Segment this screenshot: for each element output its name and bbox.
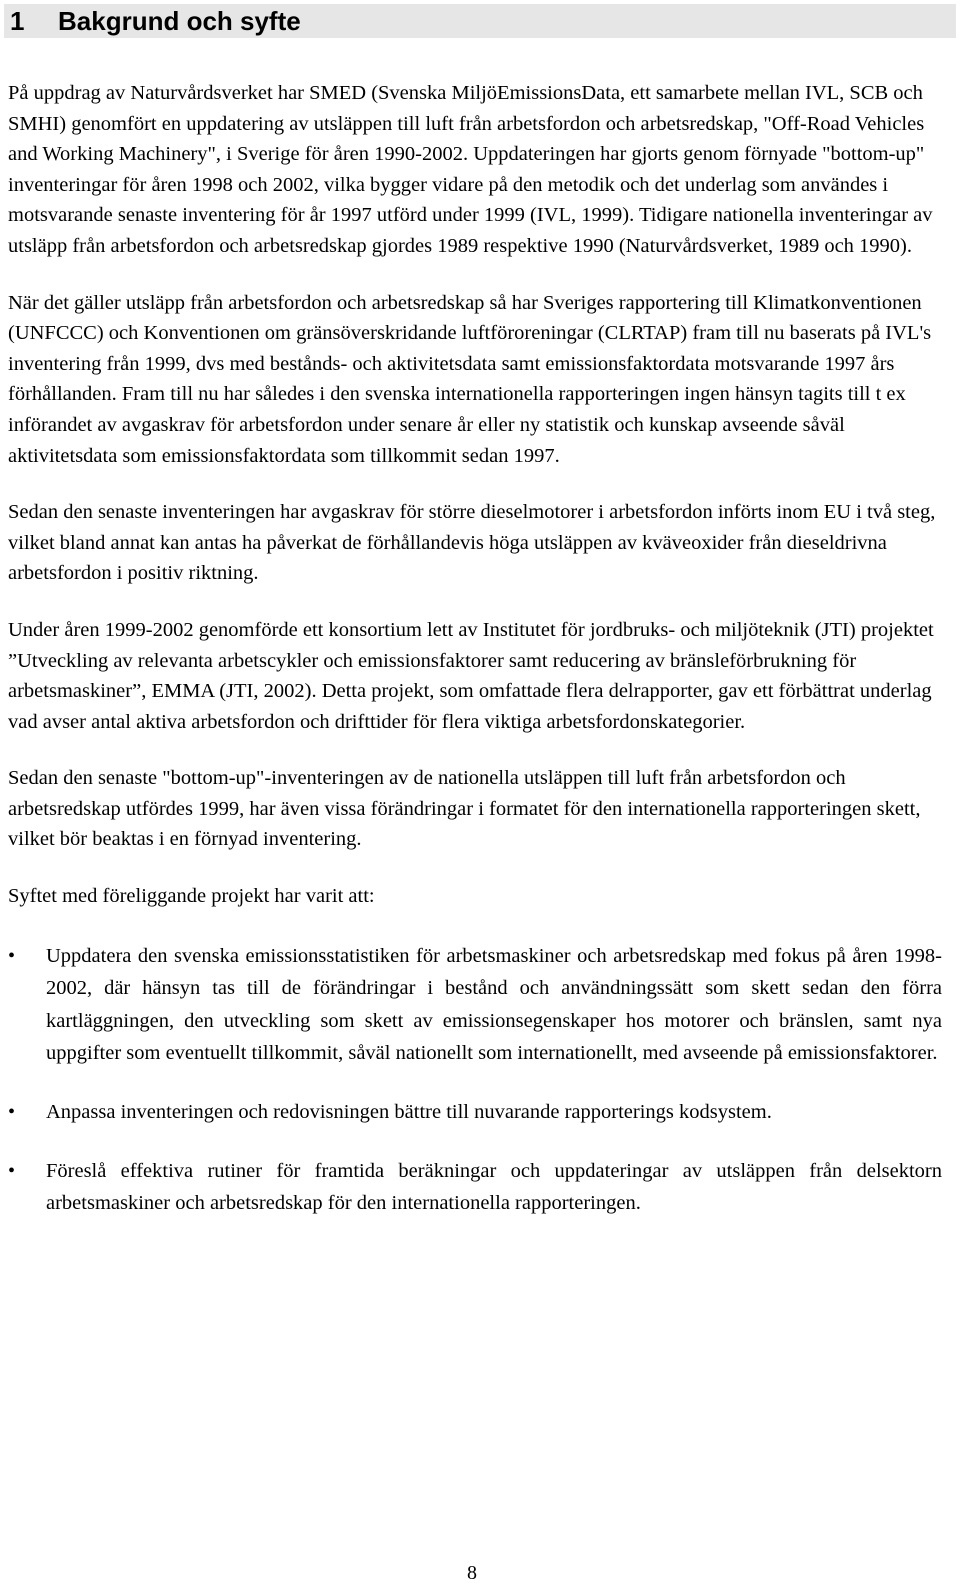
paragraph-purpose-intro: Syftet med föreliggande projekt har varit att:: [8, 885, 375, 908]
list-item-text: Anpassa inventeringen och redovisningen bättre till nuvarande rapporterings kodsystem.: [46, 1101, 772, 1124]
section-title: Bakgrund och syfte: [58, 5, 301, 36]
paragraph-emission-requirements: Sedan den senaste inventeringen har avgaskrav för större dieselmotorer i arbetsfordon införts inom EU i två steg, vilket bland annat kan antas ha påverkat de förhållandevis höga utsläppen av kväveoxider från dieseldrivna arbetsfordon i positiv riktning.: [8, 501, 936, 585]
bullet-icon: •: [8, 944, 16, 967]
document-body: [8, 78, 942, 1246]
paragraph-reporting: När det gäller utsläpp från arbetsfordon och arbetsredskap så har Sveriges rapportering till Klimatkonventionen (UNFCCC) och Konventionen om gränsöverskridande luftföroreningar (CLRTAP) fram till nu baserats på IVL's inventering från 1999, dvs med bestånds- och aktivitetsdata samt emissionsfaktordata motsvarande 1997 års förhållanden. Fram till nu har således i den svenska internationella rapporteringen ingen hänsyn tagits till t ex införandet av avgaskrav för arbetsfordon under senare år eller ny statistik och kunskap avseende såväl aktivitetsdata som emissionsfaktordata som tillkommit sedan 1997.: [8, 291, 932, 467]
paragraph-format-changes: Sedan den senaste "bottom-up"-inventeringen av de nationella utsläppen till luft från arbetsfordon och arbetsredskap utfördes 1999, har även vissa förändringar i formatet för den internationella rapporteringen skett, vilket bör beaktas i en förnyad inventering.: [8, 767, 921, 851]
paragraph-background: På uppdrag av Naturvårdsverket har SMED (Svenska MiljöEmissionsData, ett samarbete mellan IVL, SCB och SMHI) genomfört en uppdatering av utsläppen till luft från arbetsfordon och arbetsredskap, "Off-Road Vehicles and Working Machinery", i Sverige för åren 1990-2002. Uppdateringen har gjorts genom förnyade "bottom-up" inventeringar för åren 1998 och 2002, vilka bygger vidare på den metodik och det underlag som användes i motsvarande senaste inventering för år 1997 utförd under 1999 (IVL, 1999). Tidigare nationella inventeringar av utsläpp från arbetsfordon och arbetsredskap gjordes 1989 respektive 1990 (Naturvårdsverket, 1989 och 1990).: [8, 82, 933, 257]
bullet-icon: •: [8, 1101, 16, 1124]
list-item-text: Föreslå effektiva rutiner för framtida beräkningar och uppdateringar av utsläppen från delsektorn arbetsmaskiner och arbetsredskap för den internationella rapporteringen.: [46, 1159, 942, 1215]
list-item: [8, 940, 942, 1070]
page-number: 8: [467, 1562, 477, 1584]
list-item: [8, 1096, 942, 1129]
purpose-list: [8, 940, 942, 1220]
list-item: [8, 1155, 942, 1220]
bullet-icon: •: [8, 1159, 16, 1182]
list-item-text: Uppdatera den svenska emissionsstatistiken för arbetsmaskiner och arbetsredskap med fokus på åren 1998-2002, där hänsyn tas till de förändringar i bestånd och användningssätt som skett sedan den förra kartläggningen, den utveckling som skett av emissionsegenskaper hos motorer och bränslen, samt nya uppgifter som eventuellt tillkommit, såväl nationellt som internationellt, med avseende på emissionsfaktorer.: [46, 944, 942, 1065]
section-number: 1: [10, 5, 25, 36]
section-heading: [4, 4, 956, 38]
paragraph-emma-project: Under åren 1999-2002 genomförde ett konsortium lett av Institutet för jordbruks- och miljöteknik (JTI) projektet ”Utveckling av relevanta arbetscykler och emissionsfaktorer samt reducering av bränsleförbrukning för arbetsmaskiner”, EMMA (JTI, 2002). Detta projekt, som omfattade flera delrapporter, gav ett förbättrat underlag vad avser antal aktiva arbetsfordon och drifttider för flera viktiga arbetsfordonskategorier.: [8, 618, 934, 733]
